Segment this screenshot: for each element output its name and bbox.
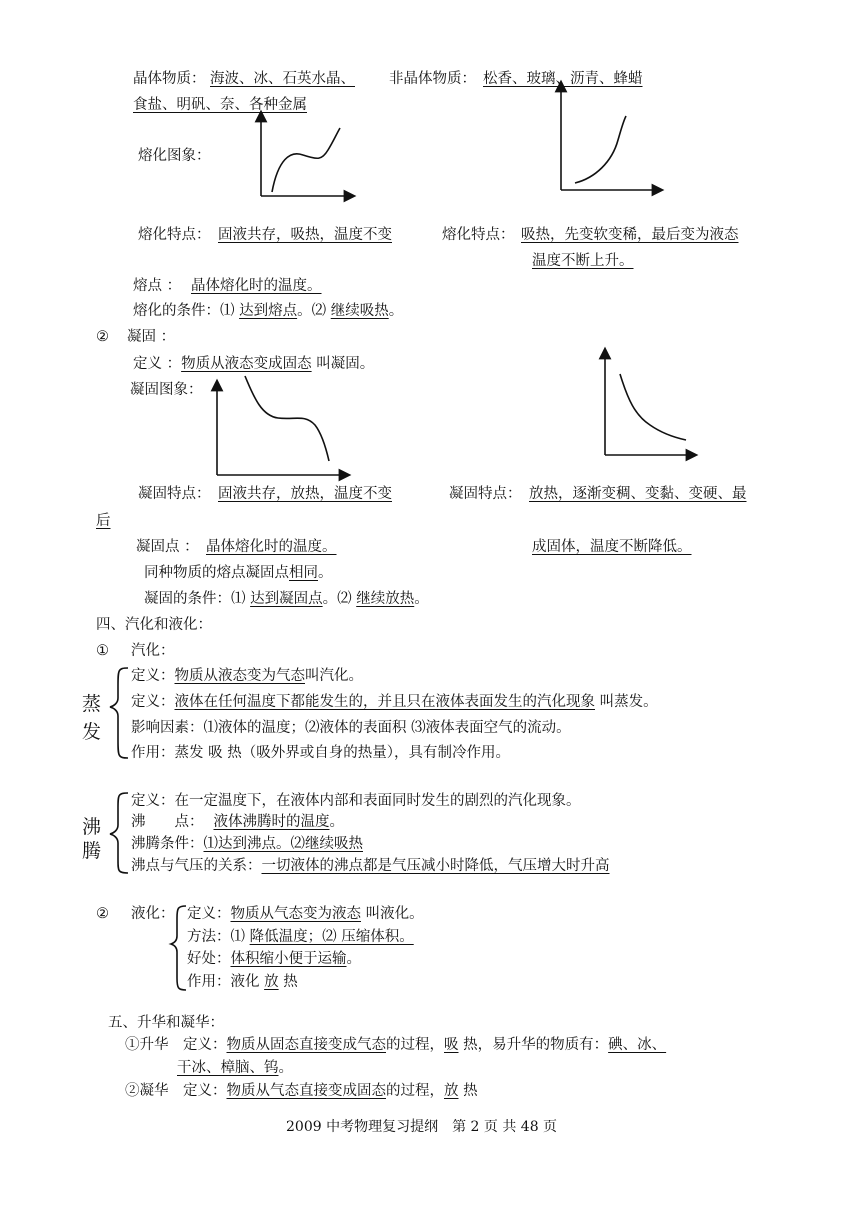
melting-cond-mid: 。⑵ xyxy=(297,303,331,319)
amorphous-examples: 松香、玻璃、沥青、蜂蜡 xyxy=(483,71,643,87)
liq-benefit: 体积缩小便于运输 xyxy=(230,951,347,967)
evaporation-brace-char-2: 发 xyxy=(82,721,102,743)
melting-point-value: 晶体熔化时的温度。 xyxy=(191,278,322,294)
liq-def-label: 定义： xyxy=(187,906,231,922)
sub1-mid: 的过程， xyxy=(386,1037,444,1053)
solid-def-value: 物质从液态变成固态 xyxy=(181,356,312,372)
solid-graph-label: 凝固图象： xyxy=(130,382,203,398)
liq-use-value: 放 xyxy=(264,974,279,990)
solid-amorphous-feature-wrap: 后 xyxy=(96,513,111,529)
solid-def-label: 定义 ： xyxy=(133,356,182,372)
boil-point-value: 液体沸腾时的温度 xyxy=(213,814,330,830)
melting-cond-1: 达到熔点 xyxy=(239,303,298,319)
melting-graph-label: 熔化图象： xyxy=(138,148,211,164)
crystal-examples-1: 海波、冰、石英水晶、 xyxy=(210,71,355,87)
liq-method-label: 方法：⑴ xyxy=(187,929,250,945)
melting-amorphous-graph xyxy=(561,86,658,190)
sub2-heat: 放 xyxy=(444,1083,459,1099)
evap-def: 液体在任何温度下都能发生的，并且只在液体表面发生的汽化现象 xyxy=(174,694,595,710)
vaporization-num: ① xyxy=(96,643,109,659)
boil-cond: ⑴达到沸点。⑵继续吸热 xyxy=(203,836,363,852)
boiling-brace-char-1: 沸 xyxy=(82,816,102,838)
solid-amorphous-feature-1: 放热，逐渐变稠、变黏、变硬、最 xyxy=(529,486,747,502)
evaporation-brace-char-1: 蒸 xyxy=(82,693,102,715)
liq-use-label: 作用：液化 xyxy=(187,974,265,990)
solid-amorphous-curve xyxy=(620,374,686,440)
solid-cond-mid: 。⑵ xyxy=(322,591,357,607)
melting-amorphous-feature-label: 熔化特点： xyxy=(442,227,515,243)
melting-crystal-graph xyxy=(261,116,350,196)
solid-cond-1: 达到凝固点 xyxy=(250,591,323,607)
sub2-end: 热 xyxy=(458,1083,478,1099)
sub2-label: ②凝华 定义： xyxy=(125,1083,227,1099)
melting-amorphous-feature-2: 温度不断上升。 xyxy=(532,253,634,269)
section4-title: 四、汽化和液化： xyxy=(96,617,212,633)
melting-amorphous-curve xyxy=(575,116,626,183)
sub1-mid2: 热，易升华的物质有： xyxy=(458,1037,609,1053)
amorphous-label: 非晶体物质： xyxy=(389,71,476,87)
crystal-label: 晶体物质： xyxy=(133,71,206,87)
solid-title: 凝固 ： xyxy=(127,329,176,345)
solid-point-value: 晶体熔化时的温度。 xyxy=(206,539,337,555)
vaporization-title: 汽化： xyxy=(131,643,175,659)
evap-def-end: 叫蒸发。 xyxy=(595,694,658,710)
evap-def-label: 定义： xyxy=(131,694,175,710)
melting-cond-2: 继续吸热 xyxy=(330,303,389,319)
evaporation-factors: 影响因素：⑴液体的温度；⑵液体的表面积 ⑶液体表面空气的流动。 xyxy=(131,720,571,736)
solid-cond-2: 继续放热 xyxy=(356,591,415,607)
melting-cond-end: 。 xyxy=(388,303,404,319)
sub1-ex2-end: 。 xyxy=(278,1060,293,1076)
sub2-def: 物质从气态直接变成固态 xyxy=(226,1083,386,1099)
boil-pressure-label: 沸点与气压的关系： xyxy=(131,858,262,874)
crystal-examples-2: 食盐、明矾、奈、各种金属 xyxy=(133,97,307,113)
page-footer: 2009 中考物理复习提纲 第 2 页 共 48 页 xyxy=(286,1119,558,1135)
sub1-ex2: 干冰、樟脑、钨 xyxy=(177,1060,279,1076)
melting-amorphous-feature-1: 吸热，先变软变稀，最后变为液态 xyxy=(521,227,739,243)
melting-cond-label: 熔化的条件：⑴ xyxy=(133,303,240,319)
solid-crystal-feature: 固液共存，放热，温度不变 xyxy=(218,486,392,502)
evaporation-brace-icon xyxy=(110,668,128,758)
solid-cond-end: 。 xyxy=(414,591,429,607)
liq-benefit-label: 好处： xyxy=(187,951,231,967)
liq-use-end: 热 xyxy=(278,974,298,990)
solid-same-pre: 同种物质的熔点凝固点 xyxy=(144,565,289,581)
boiling-definition: 定义：在一定温度下，在液体内部和表面同时发生的剧烈的汽化现象。 xyxy=(131,793,581,809)
evaporation-use: 作用：蒸发 吸 热（吸外界或自身的热量），具有制冷作用。 xyxy=(131,745,510,761)
sub2-mid: 的过程， xyxy=(386,1083,444,1099)
solid-amorphous-graph xyxy=(605,353,692,455)
solid-crystal-feature-label: 凝固特点： xyxy=(138,486,211,502)
liq-def-end: 叫液化。 xyxy=(361,906,424,922)
solid-crystal-graph xyxy=(217,376,345,475)
liquefaction-title: 液化： xyxy=(131,906,175,922)
liq-benefit-end: 。 xyxy=(346,951,361,967)
solid-point-label: 凝固点 ： xyxy=(136,539,199,555)
boil-point-end: 。 xyxy=(329,814,344,830)
melting-crystal-feature-label: 熔化特点： xyxy=(138,227,211,243)
solid-cond-label: 凝固的条件：⑴ xyxy=(144,591,251,607)
sub1-label: ①升华 定义： xyxy=(125,1037,227,1053)
melting-crystal-feature: 固液共存，吸热，温度不变 xyxy=(218,227,392,243)
liq-def: 物质从气态变为液态 xyxy=(230,906,361,922)
solid-num: ② xyxy=(96,329,109,345)
solid-same-value: 相同 xyxy=(289,565,318,581)
vap-def-label: 定义： xyxy=(131,668,175,684)
solid-same-end: 。 xyxy=(318,565,333,581)
boil-pressure: 一切液体的沸点都是气压减小时降低，气压增大时升高 xyxy=(261,858,610,874)
sub1-ex1: 碘、冰、 xyxy=(608,1037,667,1053)
sub1-def: 物质从固态直接变成气态 xyxy=(226,1037,386,1053)
liq-method: 降低温度；⑵ 压缩体积。 xyxy=(249,929,414,945)
solid-crystal-curve xyxy=(245,376,329,461)
boil-cond-label: 沸腾条件： xyxy=(131,836,204,852)
solid-amorphous-feature-label: 凝固特点： xyxy=(449,486,522,502)
melting-crystal-curve xyxy=(272,128,340,192)
section5-title: 五、升华和凝华： xyxy=(108,1015,224,1031)
boiling-brace-char-2: 腾 xyxy=(82,840,102,862)
solid-amorphous-feature-2: 成固体，温度不断降低。 xyxy=(532,539,692,555)
solid-def-end: 叫凝固。 xyxy=(311,356,375,372)
vap-def-end: 叫汽化。 xyxy=(305,668,363,684)
liquefaction-brace-icon xyxy=(171,906,186,990)
liquefaction-num: ② xyxy=(96,906,109,922)
vap-def: 物质从液态变为气态 xyxy=(174,668,305,684)
melting-point-label: 熔点 ： xyxy=(133,278,182,294)
boiling-brace-icon xyxy=(110,793,128,873)
sub1-heat: 吸 xyxy=(444,1037,459,1053)
boil-point-label: 沸 点： xyxy=(131,814,204,830)
